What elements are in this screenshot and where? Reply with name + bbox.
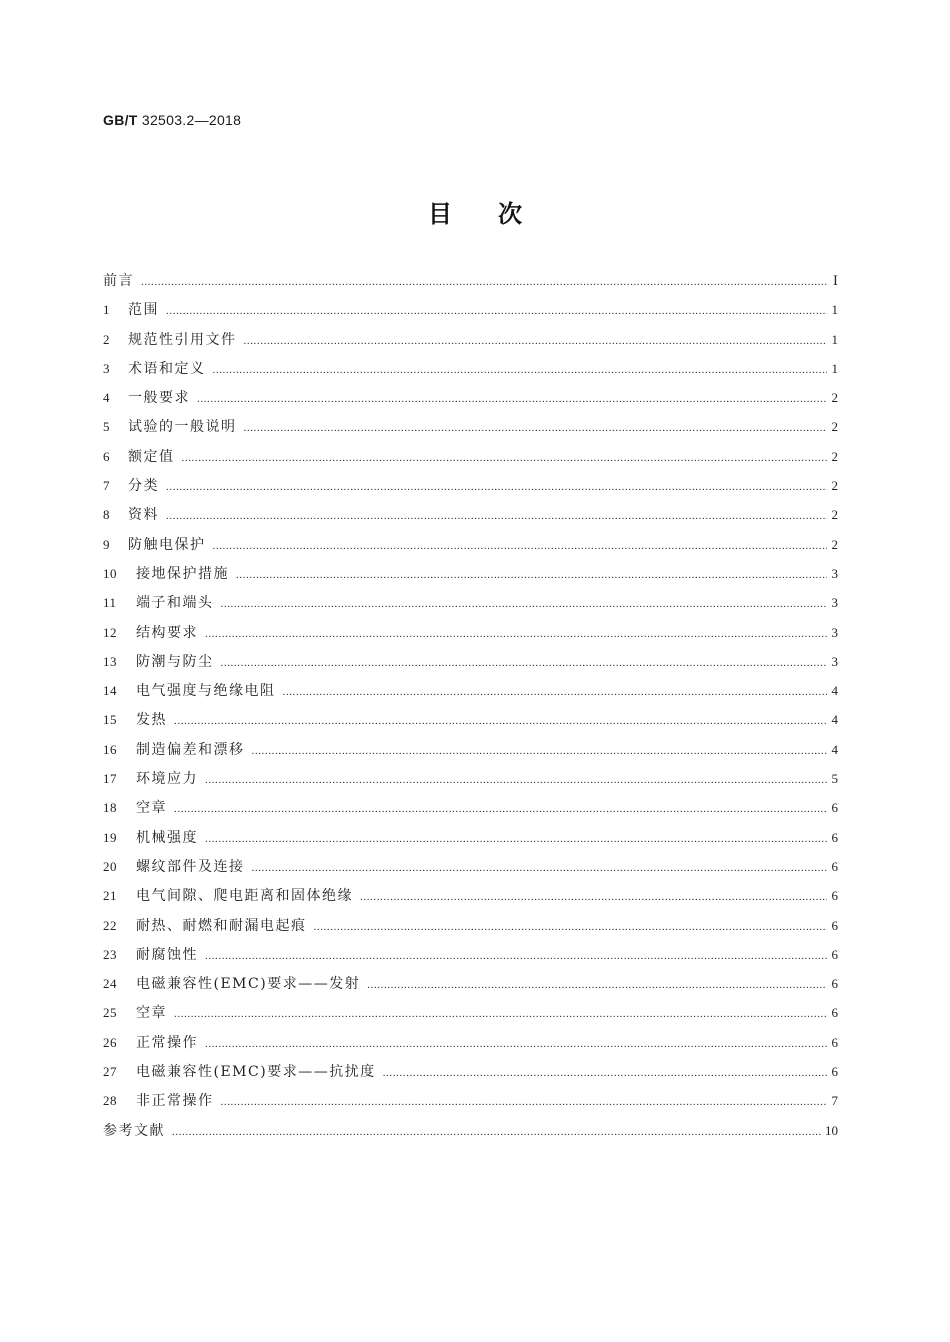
dot-leader	[360, 891, 827, 903]
dot-leader	[283, 686, 828, 698]
toc-entry-page: 2	[831, 448, 838, 464]
toc-entry-title: 一般要求	[128, 390, 190, 407]
toc-entry-number: 12	[103, 624, 117, 640]
dot-leader	[213, 540, 828, 552]
dot-leader	[367, 979, 827, 991]
toc-entry-page: 1	[831, 360, 838, 376]
toc-entry[interactable]	[103, 299, 838, 328]
toc-entry[interactable]	[103, 592, 838, 621]
toc-entry-number: 7	[103, 478, 110, 494]
toc-entry-number: 20	[103, 858, 117, 874]
toc-entry-page: 6	[831, 976, 838, 992]
toc-entry-number: 6	[103, 448, 110, 464]
toc-entry-title: 术语和定义	[128, 360, 206, 377]
toc-entry[interactable]	[103, 827, 838, 856]
toc-entry-page: Ⅰ	[832, 273, 838, 288]
dot-leader	[244, 422, 828, 434]
toc-entry-number: 22	[103, 917, 117, 933]
toc-entry-title: 发热	[136, 712, 167, 729]
toc-entry-page: 6	[831, 1064, 838, 1080]
toc-entry[interactable]	[103, 270, 838, 299]
toc-entry[interactable]	[103, 1032, 838, 1061]
toc-entry-title: 结构要求	[136, 624, 198, 641]
standard-prefix: GB/T	[103, 112, 138, 128]
toc-entry-page: 3	[831, 595, 838, 611]
dot-leader	[205, 833, 827, 845]
toc-entry[interactable]	[103, 387, 838, 416]
toc-entry[interactable]	[103, 563, 838, 592]
toc-entry[interactable]	[103, 680, 838, 709]
toc-entry-page: 3	[831, 624, 838, 640]
toc-entry-page: 2	[831, 419, 838, 435]
toc-entry-number: 13	[103, 653, 117, 669]
dot-leader	[197, 393, 827, 405]
toc-entry-number: 15	[103, 712, 117, 728]
toc-entry[interactable]	[103, 1120, 838, 1149]
toc-entry-number: 1	[103, 302, 110, 318]
toc-entry-page: 1	[831, 331, 838, 347]
toc-entry-title: 机械强度	[136, 829, 198, 846]
toc-entry-page: 2	[831, 536, 838, 552]
dot-leader	[182, 452, 828, 464]
toc-entry-title: 电气间隙、爬电距离和固体绝缘	[136, 888, 353, 905]
toc-entry-number: 24	[103, 976, 117, 992]
dot-leader	[213, 364, 828, 376]
toc-entry-page: 6	[831, 829, 838, 845]
toc-entry-title: 防触电保护	[128, 536, 206, 553]
toc-entry-number: 25	[103, 1005, 117, 1021]
toc-entry-title: 端子和端头	[136, 595, 214, 612]
dot-leader	[221, 598, 828, 610]
toc-entry-title: 耐热、耐燃和耐漏电起痕	[136, 917, 307, 934]
toc-entry-number: 26	[103, 1034, 117, 1050]
toc-entry[interactable]	[103, 709, 838, 738]
toc-entry-number: 27	[103, 1064, 117, 1080]
toc-entry-title: 电气强度与绝缘电阻	[136, 683, 276, 700]
toc-entry-number: 16	[103, 741, 117, 757]
toc-entry-number: 19	[103, 829, 117, 845]
toc-entry-title: 额定值	[128, 448, 175, 465]
toc-entry[interactable]	[103, 973, 838, 1002]
toc-entry-number: 4	[103, 390, 110, 406]
table-of-contents	[103, 270, 838, 1149]
toc-entry-title: 接地保护措施	[136, 565, 229, 582]
toc-entry-page: 6	[831, 800, 838, 816]
dot-leader	[205, 1038, 827, 1050]
toc-entry-number: 9	[103, 536, 110, 552]
toc-entry[interactable]	[103, 739, 838, 768]
toc-entry-page: 4	[831, 712, 838, 728]
toc-entry-page: 2	[831, 478, 838, 494]
standard-code	[103, 112, 241, 128]
dot-leader	[252, 745, 828, 757]
toc-entry-page: 5	[831, 771, 838, 787]
toc-entry-title: 电磁兼容性(EMC)要求——抗扰度	[136, 1064, 376, 1081]
toc-entry[interactable]	[103, 416, 838, 445]
toc-entry[interactable]	[103, 358, 838, 387]
toc-entry[interactable]	[103, 475, 838, 504]
toc-entry-number: 18	[103, 800, 117, 816]
dot-leader	[166, 510, 827, 522]
toc-entry-number: 28	[103, 1093, 117, 1109]
toc-entry-page: 3	[831, 653, 838, 669]
toc-entry-page: 4	[831, 741, 838, 757]
dot-leader	[141, 276, 827, 288]
toc-entry-title: 制造偏差和漂移	[136, 741, 245, 758]
toc-entry[interactable]	[103, 329, 838, 358]
toc-entry-title: 电磁兼容性(EMC)要求——发射	[136, 976, 361, 993]
toc-entry[interactable]	[103, 504, 838, 533]
dot-leader	[383, 1067, 827, 1079]
toc-entry-title: 防潮与防尘	[136, 653, 214, 670]
toc-entry-number: 17	[103, 771, 117, 787]
toc-entry[interactable]	[103, 1061, 838, 1090]
toc-entry-title: 环境应力	[136, 771, 198, 788]
toc-entry-page: 10	[825, 1122, 838, 1138]
dot-leader	[205, 774, 827, 786]
dot-leader	[174, 1008, 827, 1020]
toc-entry-number: 10	[103, 565, 117, 581]
toc-entry-page: 6	[831, 888, 838, 904]
dot-leader	[174, 715, 827, 727]
toc-entry[interactable]	[103, 1002, 838, 1031]
page-title: 目次	[428, 200, 568, 228]
toc-entry[interactable]	[103, 797, 838, 826]
toc-entry[interactable]	[103, 446, 838, 475]
toc-entry[interactable]	[103, 885, 838, 914]
toc-entry[interactable]	[103, 1090, 838, 1119]
dot-leader	[236, 569, 827, 581]
toc-entry-number: 11	[103, 595, 117, 611]
toc-entry[interactable]	[103, 534, 838, 563]
toc-entry-title: 试验的一般说明	[128, 419, 237, 436]
toc-entry-title: 螺纹部件及连接	[136, 858, 245, 875]
toc-entry-title: 正常操作	[136, 1034, 198, 1051]
toc-entry-title: 参考文献	[103, 1122, 165, 1139]
toc-entry-title: 耐腐蚀性	[136, 946, 198, 963]
toc-entry-number: 23	[103, 946, 117, 962]
toc-entry-number: 14	[103, 683, 117, 699]
toc-entry-number: 3	[103, 360, 110, 376]
dot-leader	[314, 921, 828, 933]
toc-entry-page: 6	[831, 946, 838, 962]
toc-entry[interactable]	[103, 651, 838, 680]
dot-leader	[221, 657, 828, 669]
toc-entry-title: 分类	[128, 478, 159, 495]
toc-entry-title: 空章	[136, 800, 167, 817]
standard-number: 32503.2—2018	[141, 112, 242, 128]
dot-leader	[205, 950, 827, 962]
toc-entry-page: 7	[831, 1093, 838, 1109]
toc-entry-title: 空章	[136, 1005, 167, 1022]
toc-entry[interactable]	[103, 622, 838, 651]
toc-entry-number: 5	[103, 419, 110, 435]
dot-leader	[172, 1126, 822, 1138]
dot-leader	[252, 862, 828, 874]
toc-entry-page: 6	[831, 1034, 838, 1050]
toc-entry-page: 2	[831, 507, 838, 523]
toc-entry-title: 非正常操作	[136, 1093, 214, 1110]
toc-entry-number: 21	[103, 888, 117, 904]
toc-entry-title: 范围	[128, 302, 159, 319]
toc-entry-page: 6	[831, 917, 838, 933]
toc-entry-page: 6	[831, 858, 838, 874]
dot-leader	[166, 481, 827, 493]
toc-entry[interactable]	[103, 856, 838, 885]
dot-leader	[221, 1096, 828, 1108]
toc-entry-number: 8	[103, 507, 110, 523]
toc-entry-page: 4	[831, 683, 838, 699]
toc-entry-page: 1	[831, 302, 838, 318]
toc-entry-page: 3	[831, 565, 838, 581]
toc-entry-title: 规范性引用文件	[128, 331, 237, 348]
dot-leader	[205, 628, 827, 640]
dot-leader	[244, 335, 828, 347]
toc-entry[interactable]	[103, 944, 838, 973]
dot-leader	[166, 305, 827, 317]
toc-entry[interactable]	[103, 915, 838, 944]
toc-entry[interactable]	[103, 768, 838, 797]
toc-entry-page: 6	[831, 1005, 838, 1021]
toc-entry-number: 2	[103, 331, 110, 347]
toc-entry-title: 前言	[103, 273, 134, 289]
toc-entry-title: 资料	[128, 507, 159, 524]
toc-entry-page: 2	[831, 390, 838, 406]
dot-leader	[174, 803, 827, 815]
